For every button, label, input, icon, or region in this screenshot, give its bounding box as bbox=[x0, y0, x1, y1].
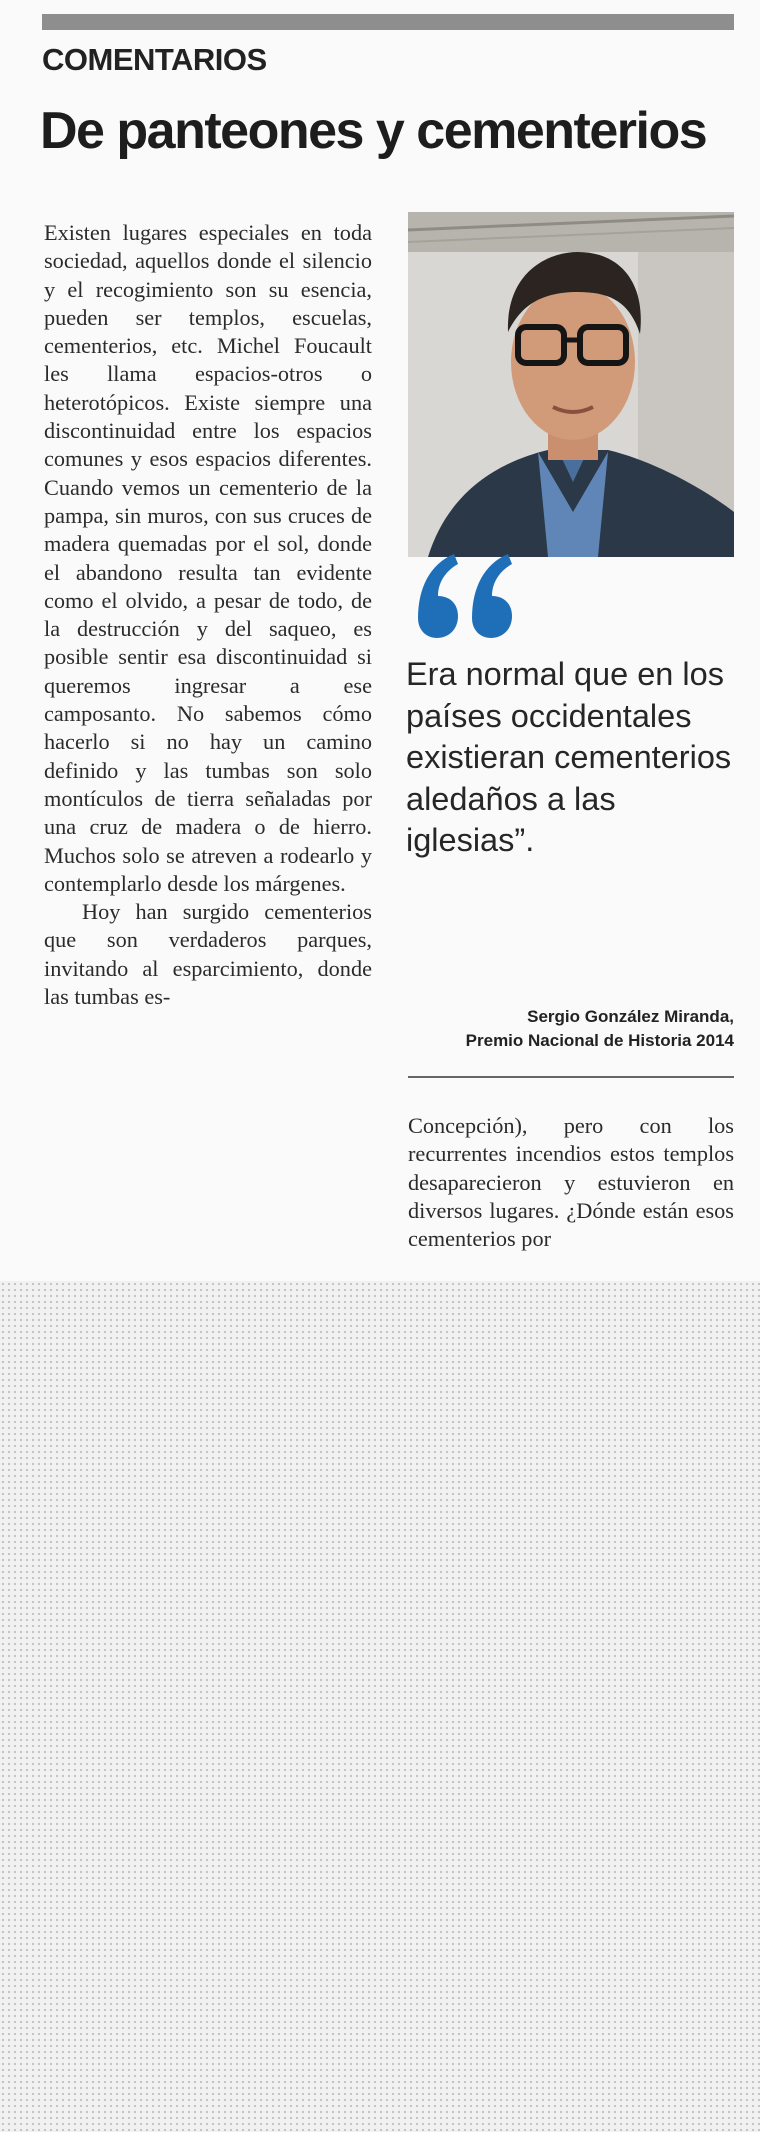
section-label: COMENTARIOS bbox=[42, 42, 267, 77]
body-column-right bbox=[408, 1112, 734, 1253]
divider-rule bbox=[408, 1076, 734, 1078]
body-column-left bbox=[44, 219, 372, 1011]
section-top-bar bbox=[42, 14, 734, 30]
empty-scan-area bbox=[0, 1281, 760, 2132]
attribution-title: Premio Nacional de Historia 2014 bbox=[465, 1031, 734, 1050]
quote-mark-icon bbox=[408, 548, 528, 644]
pull-quote: Era normal que en los países occidentales existieran cementerios aledaños a las iglesias”. bbox=[406, 656, 732, 858]
attribution-name: Sergio González Miranda, bbox=[527, 1007, 734, 1026]
body-paragraph: Hoy han surgido cementerios que son verdaderos parques, invitando al esparcimiento, donde las tumbas es- bbox=[44, 899, 372, 1010]
author-photo bbox=[408, 212, 734, 557]
headline: De panteones y cementerios bbox=[40, 102, 707, 160]
quote-attribution bbox=[404, 1005, 734, 1053]
body-paragraph: Concepción), pero con los recurrentes incendios estos templos desaparecieron y estuvieron en diversos lugares. ¿Dónde están esos cementerios por bbox=[408, 1113, 734, 1252]
body-paragraph: Existen lugares especiales en toda sociedad, aquellos donde el silencio y el recogimiento son su esencia, pueden ser templos, escuelas, cementerios, etc. Michel Foucault les llama espacios-otros o heterotópicos. Existe siempre una discontinuidad entre los espacios comunes y esos espacios diferentes. Cuando vemos un cementerio de la pampa, sin muros, con sus cruces de madera quemadas por el sol, donde el abandono resulta tan evidente como el olvido, a pesar de todo, de la destrucción y del saqueo, es posible sentir esa discontinuidad si queremos ingresar a ese camposanto. No sabemos cómo hacerlo si no hay un camino definido y las tumbas son solo montículos de tierra señaladas por una cruz de madera o de hierro. Muchos solo se atreven a rodearlo y contemplarlo desde los márgenes. bbox=[44, 220, 372, 896]
